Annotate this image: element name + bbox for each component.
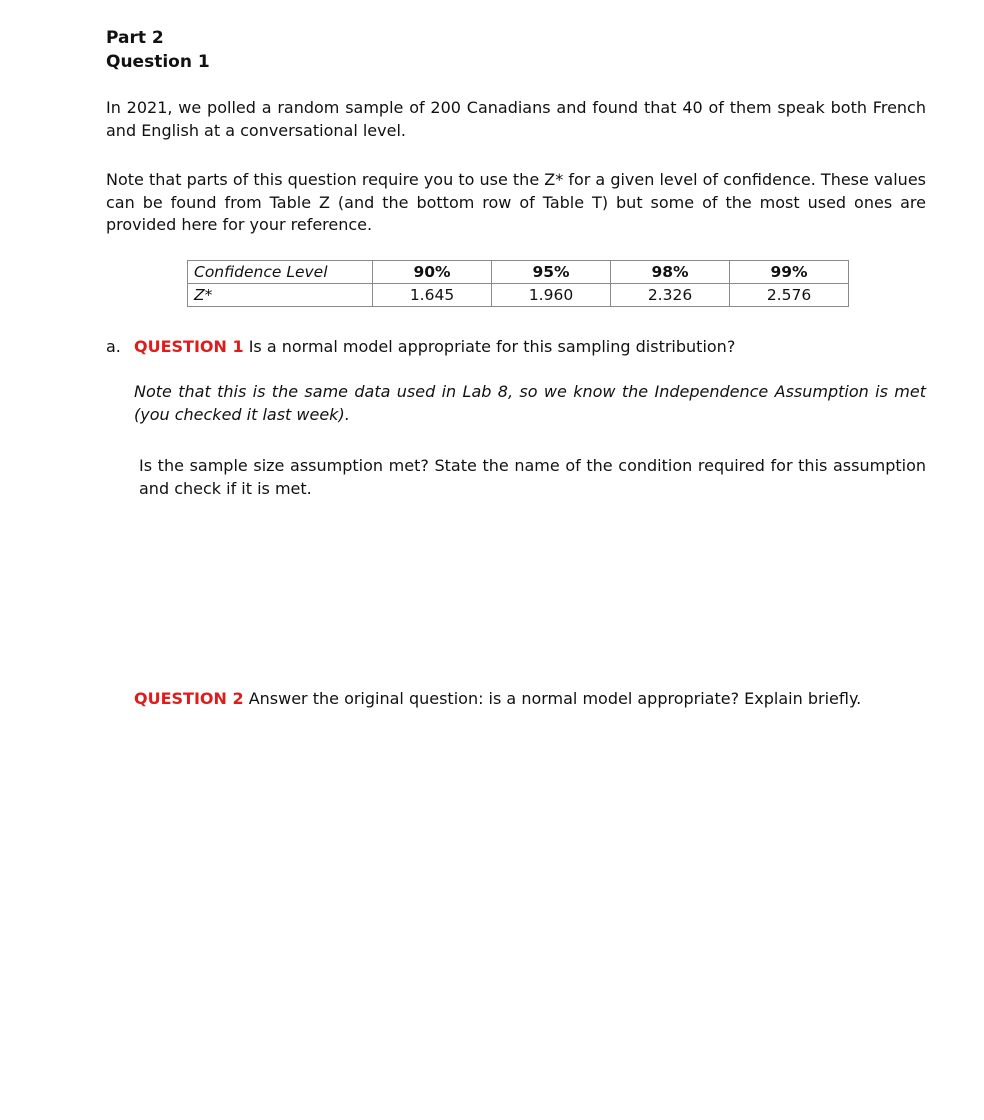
level-cell: 98% [611,261,730,284]
part-letter: a. [106,337,121,356]
z-star-table [187,260,849,307]
question-heading: Question 1 [106,52,210,72]
level-cell: 90% [373,261,492,284]
question-1-line [106,336,735,358]
confidence-level-label: Confidence Level [188,261,373,284]
question-2-label: QUESTION 2 [134,689,244,708]
z-value-cell: 2.326 [611,284,730,307]
question-2-line [134,688,861,710]
level-cell: 95% [492,261,611,284]
sample-size-prompt: Is the sample size assumption met? State the name of the condition required for this assumption and check if it is met. [139,456,926,498]
z-value-cell: 1.960 [492,284,611,307]
level-cell: 99% [730,261,849,284]
zstar-note-paragraph: Note that parts of this question require you to use the Z* for a given level of confidence. These values can be found from Table Z (and the bottom row of Table T) but some of the most used ones are provided here for your reference. [106,170,926,234]
question-1-text: Is a normal model appropriate for this sampling distribution? [248,337,736,356]
confidence-level-row [188,261,849,284]
z-star-row [188,284,849,307]
independence-note: Note that this is the same data used in Lab 8, so we know the Independence Assumption is met (you checked it last week). [134,382,926,424]
z-value-cell: 1.645 [373,284,492,307]
intro-paragraph: In 2021, we polled a random sample of 200 Canadians and found that 40 of them speak both French and English at a conversational level. [106,98,926,140]
question-2-text: Answer the original question: is a normal model appropriate? Explain briefly. [248,689,862,708]
question-1-label: QUESTION 1 [134,337,244,356]
part-heading: Part 2 [106,28,164,48]
z-value-cell: 2.576 [730,284,849,307]
z-star-label: Z* [188,284,373,307]
